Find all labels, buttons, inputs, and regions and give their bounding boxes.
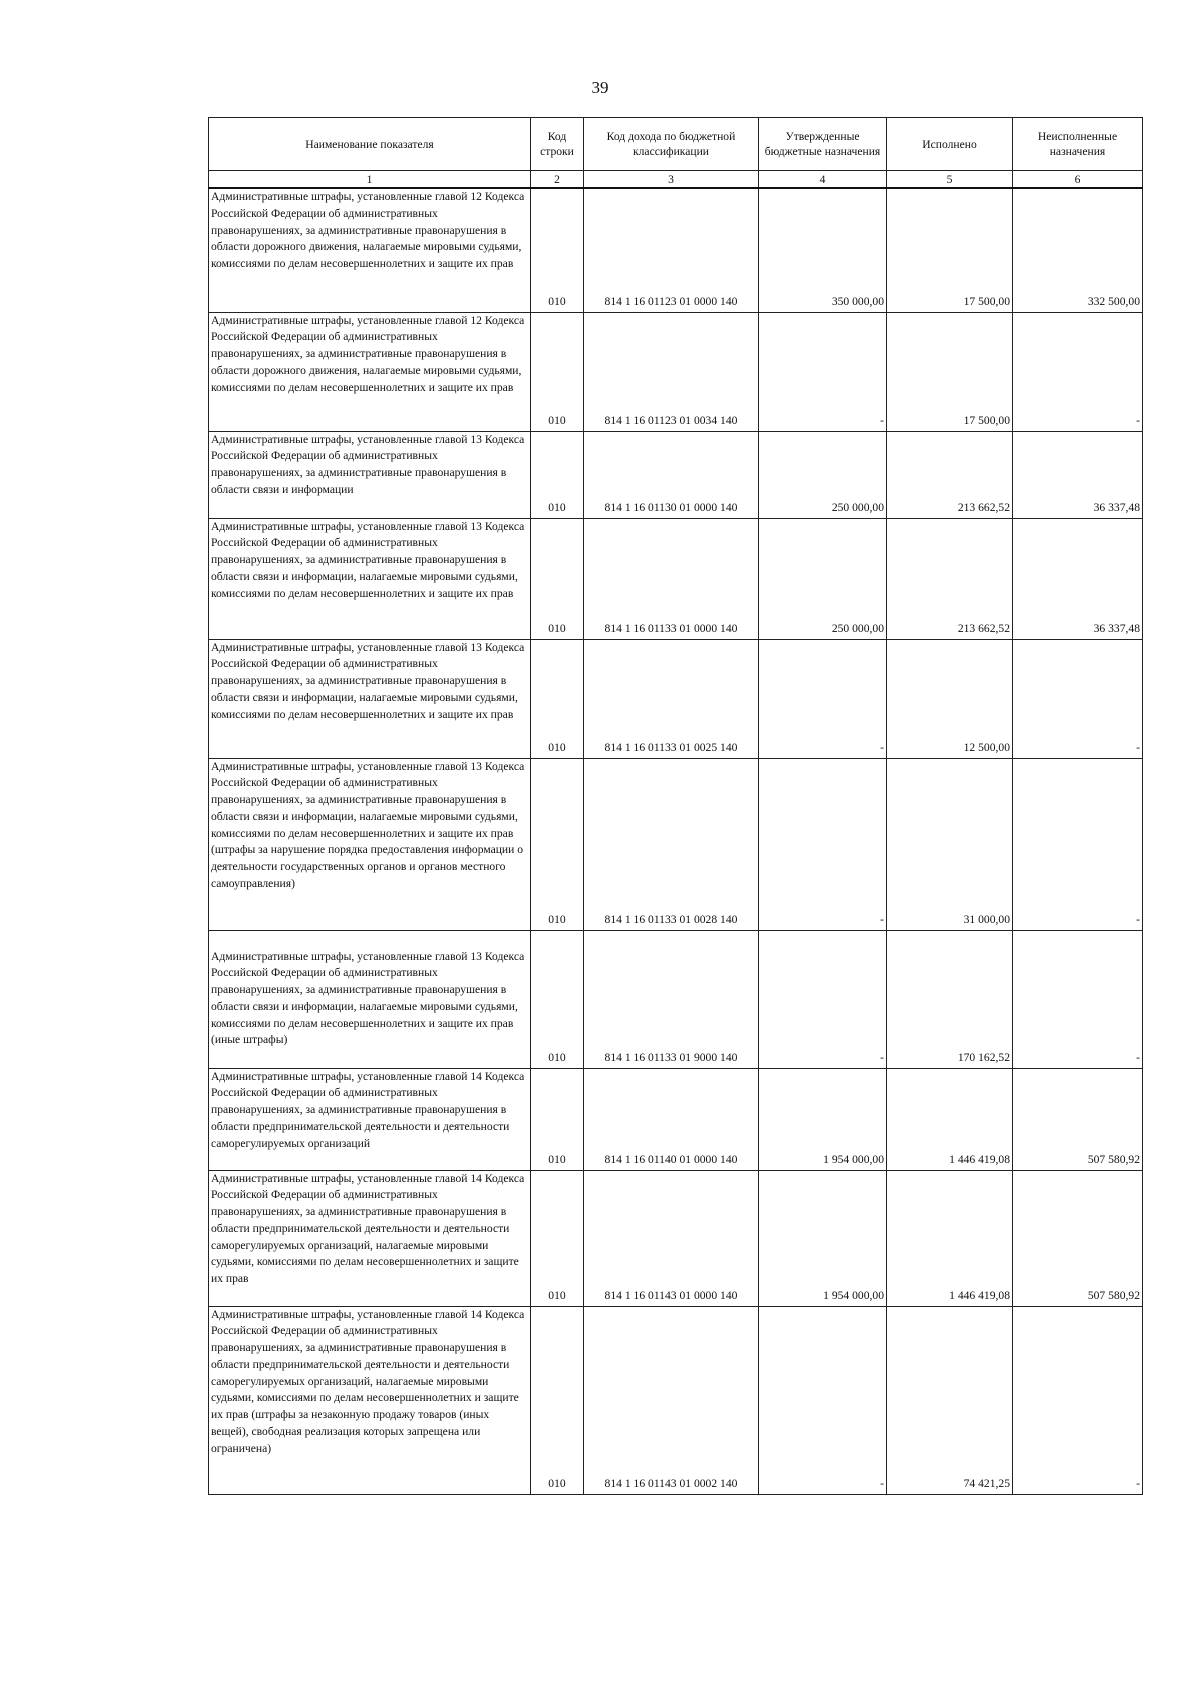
executed-amount: 1 446 419,08 <box>887 1068 1013 1170</box>
budget-code: 814 1 16 01133 01 0025 140 <box>584 639 759 758</box>
line-code: 010 <box>531 758 584 930</box>
table-row <box>209 758 1143 930</box>
executed-amount: 31 000,00 <box>887 758 1013 930</box>
approved-amount: 1 954 000,00 <box>759 1170 887 1306</box>
indicator-name: Административные штрафы, установленные главой 13 Кодекса Российской Федерации об административных правонарушениях, за административные правонарушения в области связи и информации, налагаемые мировыми судьями, комиссиями по делам несовершеннолетних и защите их прав (иные штрафы) <box>209 930 531 1068</box>
unexecuted-amount: 36 337,48 <box>1013 518 1143 639</box>
line-code: 010 <box>531 431 584 518</box>
column-header-executed: Исполнено <box>887 118 1013 171</box>
unexecuted-amount: - <box>1013 758 1143 930</box>
column-number: 6 <box>1013 171 1143 189</box>
approved-amount: 1 954 000,00 <box>759 1068 887 1170</box>
line-code: 010 <box>531 1306 584 1494</box>
approved-amount: 250 000,00 <box>759 431 887 518</box>
unexecuted-amount: 507 580,92 <box>1013 1068 1143 1170</box>
column-header-line-code: Код строки <box>531 118 584 171</box>
unexecuted-amount: 507 580,92 <box>1013 1170 1143 1306</box>
budget-code: 814 1 16 01133 01 0000 140 <box>584 518 759 639</box>
header-row <box>209 118 1143 171</box>
budget-code: 814 1 16 01133 01 9000 140 <box>584 930 759 1068</box>
unexecuted-amount: - <box>1013 312 1143 431</box>
budget-code: 814 1 16 01143 01 0002 140 <box>584 1306 759 1494</box>
line-code: 010 <box>531 188 584 312</box>
column-header-name: Наименование показателя <box>209 118 531 171</box>
executed-amount: 17 500,00 <box>887 188 1013 312</box>
indicator-name: Административные штрафы, установленные главой 13 Кодекса Российской Федерации об административных правонарушениях, за административные правонарушения в области связи и информации <box>209 431 531 518</box>
executed-amount: 74 421,25 <box>887 1306 1013 1494</box>
budget-code: 814 1 16 01123 01 0000 140 <box>584 188 759 312</box>
column-number: 3 <box>584 171 759 189</box>
budget-code: 814 1 16 01143 01 0000 140 <box>584 1170 759 1306</box>
column-number: 4 <box>759 171 887 189</box>
indicator-name: Административные штрафы, установленные главой 12 Кодекса Российской Федерации об административных правонарушениях, за административные правонарушения в области дорожного движения, налагаемые мировыми судьями, комиссиями по делам несовершеннолетних и защите их прав <box>209 188 531 312</box>
line-code: 010 <box>531 639 584 758</box>
executed-amount: 170 162,52 <box>887 930 1013 1068</box>
unexecuted-amount: 36 337,48 <box>1013 431 1143 518</box>
indicator-name: Административные штрафы, установленные главой 14 Кодекса Российской Федерации об административных правонарушениях, за административные правонарушения в области предпринимательской деятельности и деятельности саморегулируемых организаций, налагаемые мировыми судьями, комиссиями по делам несовершеннолетних и защите их прав <box>209 1170 531 1306</box>
column-number: 2 <box>531 171 584 189</box>
indicator-name: Административные штрафы, установленные главой 14 Кодекса Российской Федерации об административных правонарушениях, за административные правонарушения в области предпринимательской деятельности и деятельности саморегулируемых организаций <box>209 1068 531 1170</box>
approved-amount: - <box>759 758 887 930</box>
table-row <box>209 1068 1143 1170</box>
indicator-name: Административные штрафы, установленные главой 13 Кодекса Российской Федерации об административных правонарушениях, за административные правонарушения в области связи и информации, налагаемые мировыми судьями, комиссиями по делам несовершеннолетних и защите их прав <box>209 518 531 639</box>
line-code: 010 <box>531 1170 584 1306</box>
approved-amount: - <box>759 930 887 1068</box>
table-row <box>209 312 1143 431</box>
line-code: 010 <box>531 312 584 431</box>
column-header-unexecuted: Неисполненные назначения <box>1013 118 1143 171</box>
line-code: 010 <box>531 518 584 639</box>
indicator-name: Административные штрафы, установленные главой 13 Кодекса Российской Федерации об административных правонарушениях, за административные правонарушения в области связи и информации, налагаемые мировыми судьями, комиссиями по делам несовершеннолетних и защите их прав <box>209 639 531 758</box>
approved-amount: - <box>759 312 887 431</box>
budget-code: 814 1 16 01140 01 0000 140 <box>584 1068 759 1170</box>
table-row <box>209 188 1143 312</box>
unexecuted-amount: - <box>1013 639 1143 758</box>
table-row <box>209 1306 1143 1494</box>
table-row <box>209 639 1143 758</box>
approved-amount: 250 000,00 <box>759 518 887 639</box>
executed-amount: 213 662,52 <box>887 518 1013 639</box>
budget-code: 814 1 16 01133 01 0028 140 <box>584 758 759 930</box>
table-row <box>209 1170 1143 1306</box>
line-code: 010 <box>531 930 584 1068</box>
indicator-name: Административные штрафы, установленные главой 13 Кодекса Российской Федерации об административных правонарушениях, за административные правонарушения в области связи и информации, налагаемые мировыми судьями, комиссиями по делам несовершеннолетних и защите их прав (штрафы за нарушение порядка предоставления информации о деятельности государственных органов и органов местного самоуправления) <box>209 758 531 930</box>
column-header-budget-code: Код дохода по бюджетной классификации <box>584 118 759 171</box>
unexecuted-amount: 332 500,00 <box>1013 188 1143 312</box>
executed-amount: 1 446 419,08 <box>887 1170 1013 1306</box>
column-number: 5 <box>887 171 1013 189</box>
indicator-name: Административные штрафы, установленные главой 12 Кодекса Российской Федерации об административных правонарушениях, за административные правонарушения в области дорожного движения, налагаемые мировыми судьями, комиссиями по делам несовершеннолетних и защите их прав <box>209 312 531 431</box>
executed-amount: 213 662,52 <box>887 431 1013 518</box>
table-row <box>209 431 1143 518</box>
column-number-row <box>209 171 1143 189</box>
column-header-approved: Утвержденные бюджетные назначения <box>759 118 887 171</box>
unexecuted-amount: - <box>1013 930 1143 1068</box>
executed-amount: 17 500,00 <box>887 312 1013 431</box>
column-number: 1 <box>209 171 531 189</box>
approved-amount: 350 000,00 <box>759 188 887 312</box>
indicator-name: Административные штрафы, установленные главой 14 Кодекса Российской Федерации об административных правонарушениях, за административные правонарушения в области предпринимательской деятельности и деятельности саморегулируемых организаций, налагаемые мировыми судьями, комиссиями по делам несовершеннолетних и защите их прав (штрафы за незаконную продажу товаров (иных вещей), свободная реализация которых запрещена или ограничена) <box>209 1306 531 1494</box>
approved-amount: - <box>759 1306 887 1494</box>
line-code: 010 <box>531 1068 584 1170</box>
table-row <box>209 930 1143 1068</box>
page-number: 39 <box>591 78 609 97</box>
budget-code: 814 1 16 01123 01 0034 140 <box>584 312 759 431</box>
budget-code: 814 1 16 01130 01 0000 140 <box>584 431 759 518</box>
executed-amount: 12 500,00 <box>887 639 1013 758</box>
approved-amount: - <box>759 639 887 758</box>
table-row <box>209 518 1143 639</box>
unexecuted-amount: - <box>1013 1306 1143 1494</box>
budget-revenue-table <box>208 117 1143 1495</box>
